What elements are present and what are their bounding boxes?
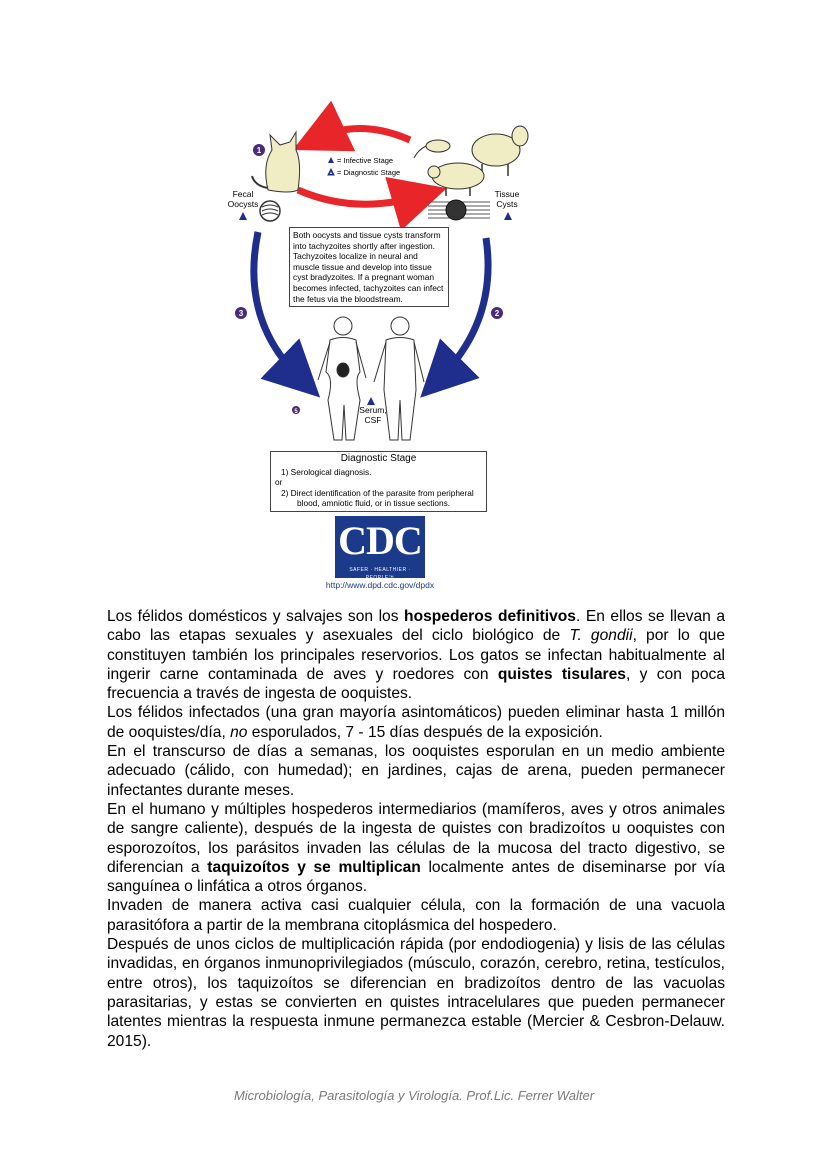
diagnostic-line-2: 2) Direct identification of the parasite from peripheral bbox=[281, 487, 474, 498]
transformation-info-box bbox=[289, 227, 449, 307]
red-arrow-bottom bbox=[298, 190, 420, 204]
diagnostic-line-1: 1) Serological diagnosis. bbox=[281, 466, 372, 477]
cdc-logo-tagline: SAFER · HEALTHIER · PEOPLE™ bbox=[349, 567, 411, 581]
step-label-5: 5 bbox=[294, 409, 298, 415]
step-label-3: 3 bbox=[238, 309, 244, 318]
cdc-url[interactable]: http://www.dpd.cdc.gov/dpdx bbox=[325, 580, 435, 590]
pig-illustration bbox=[428, 163, 484, 196]
infective-triangle-tissue-icon bbox=[504, 212, 512, 220]
diagnostic-stage-triangle-icon bbox=[328, 169, 334, 175]
step-label-1: 1 bbox=[256, 146, 262, 155]
legend-infective-text: = Infective Stage bbox=[337, 156, 394, 165]
cat-illustration bbox=[252, 132, 300, 192]
diagnostic-or: or bbox=[275, 477, 283, 487]
tissue-cysts-label: Tissue Cysts bbox=[494, 189, 520, 209]
paragraph-6: Después de unos ciclos de multiplicación rápida (por endodiogenia) y lisis de las células invadidas, en órganos inmunoprivilegiados (músculo, corazón, cerebro, retina, testículos, entre otros), los taquizoítos se diferencian en bradizoítos dentro de las vacuolas parasitarias, y estas se convierten en quistes intracelulares que pueden permanecer latentes mientras la respuesta inmune permanezca estable (Mercier & Cesbron-Delauw. 2015). bbox=[107, 936, 725, 1050]
diagnostic-line-3: blood, amniotic fluid, or in tissue sections. bbox=[297, 498, 451, 508]
page-footer: Microbiología, Parasitología y Virología. Prof.Lic. Ferrer Walter bbox=[233, 1088, 595, 1103]
legend-diagnostic-text: = Diagnostic Stage bbox=[337, 168, 401, 177]
paragraph-1: Los félidos domésticos y salvajes son los hospederos definitivos. En ellos se llevan a cabo las etapas sexuales y asexuales del ciclo biológico de T. gondii, por lo que constituyen también los principales reservorios. Los gatos se infectan habitualmente al ingerir carne contaminada de aves y roedores con quistes tisulares, y con poca frecuencia a través de ingesta de ooquistes. bbox=[107, 608, 725, 703]
body-text bbox=[107, 607, 725, 1051]
serum-csf-label: Serum, CSF bbox=[359, 405, 387, 425]
fecal-oocysts-label: Fecal Oocysts bbox=[227, 189, 259, 209]
paragraph-2: Los félidos infectados (una gran mayoría asintomáticos) pueden eliminar hasta 1 millón de ooquistes/día, no esporulados, 7 - 15 días después de la exposición. bbox=[107, 704, 725, 741]
infective-stage-triangle-icon bbox=[328, 157, 334, 163]
cdc-logo-text: CDC bbox=[338, 518, 422, 563]
infective-triangle-fecal-icon bbox=[239, 212, 247, 220]
diagnostic-triangle-serum-icon bbox=[367, 397, 375, 405]
diagnostic-stage-box bbox=[270, 451, 487, 512]
info-box-text: Both oocysts and tissue cysts transform into tachyzoites shortly after ingestion. Tachyzoites localize in neural and muscle tissue and develop into tissue cyst bradyzoites. If a pregnant woman becomes infected, tachyzoites can infect the fetus via the bloodstream. bbox=[293, 230, 444, 304]
paragraph-3: En el transcurso de días a semanas, los ooquistes esporulan en un medio ambiente adecuado (cálido, con humedad); en jardines, cajas de arena, pueden permanecer infectantes durante meses. bbox=[107, 743, 725, 799]
paragraph-4: En el humano y múltiples hospederos intermediarios (mamíferos, aves y otros animales de sangre caliente), después de la ingesta de quistes con bradizoítos u ooquistes con esporozoítos, los parásitos invaden las células de la mucosa del tracto digestivo, se diferencian a taquizoítos y se multiplican localmente antes de diseminarse por vía sanguínea o linfática a otros órganos. bbox=[107, 800, 725, 896]
cdc-logo bbox=[335, 516, 425, 581]
step-label-2: 2 bbox=[494, 309, 500, 318]
diagnostic-box-title: Diagnostic Stage bbox=[340, 453, 417, 464]
paragraph-5: Invaden de manera activa casi cualquier célula, con la formación de una vacuola parasitófora a partir de la membrana citoplásmica del hospedero. bbox=[107, 897, 725, 934]
mouse-illustration bbox=[414, 140, 450, 158]
red-arrow-top bbox=[318, 128, 410, 140]
tissue-cyst-illustration bbox=[428, 200, 490, 220]
sheep-illustration bbox=[472, 126, 528, 176]
